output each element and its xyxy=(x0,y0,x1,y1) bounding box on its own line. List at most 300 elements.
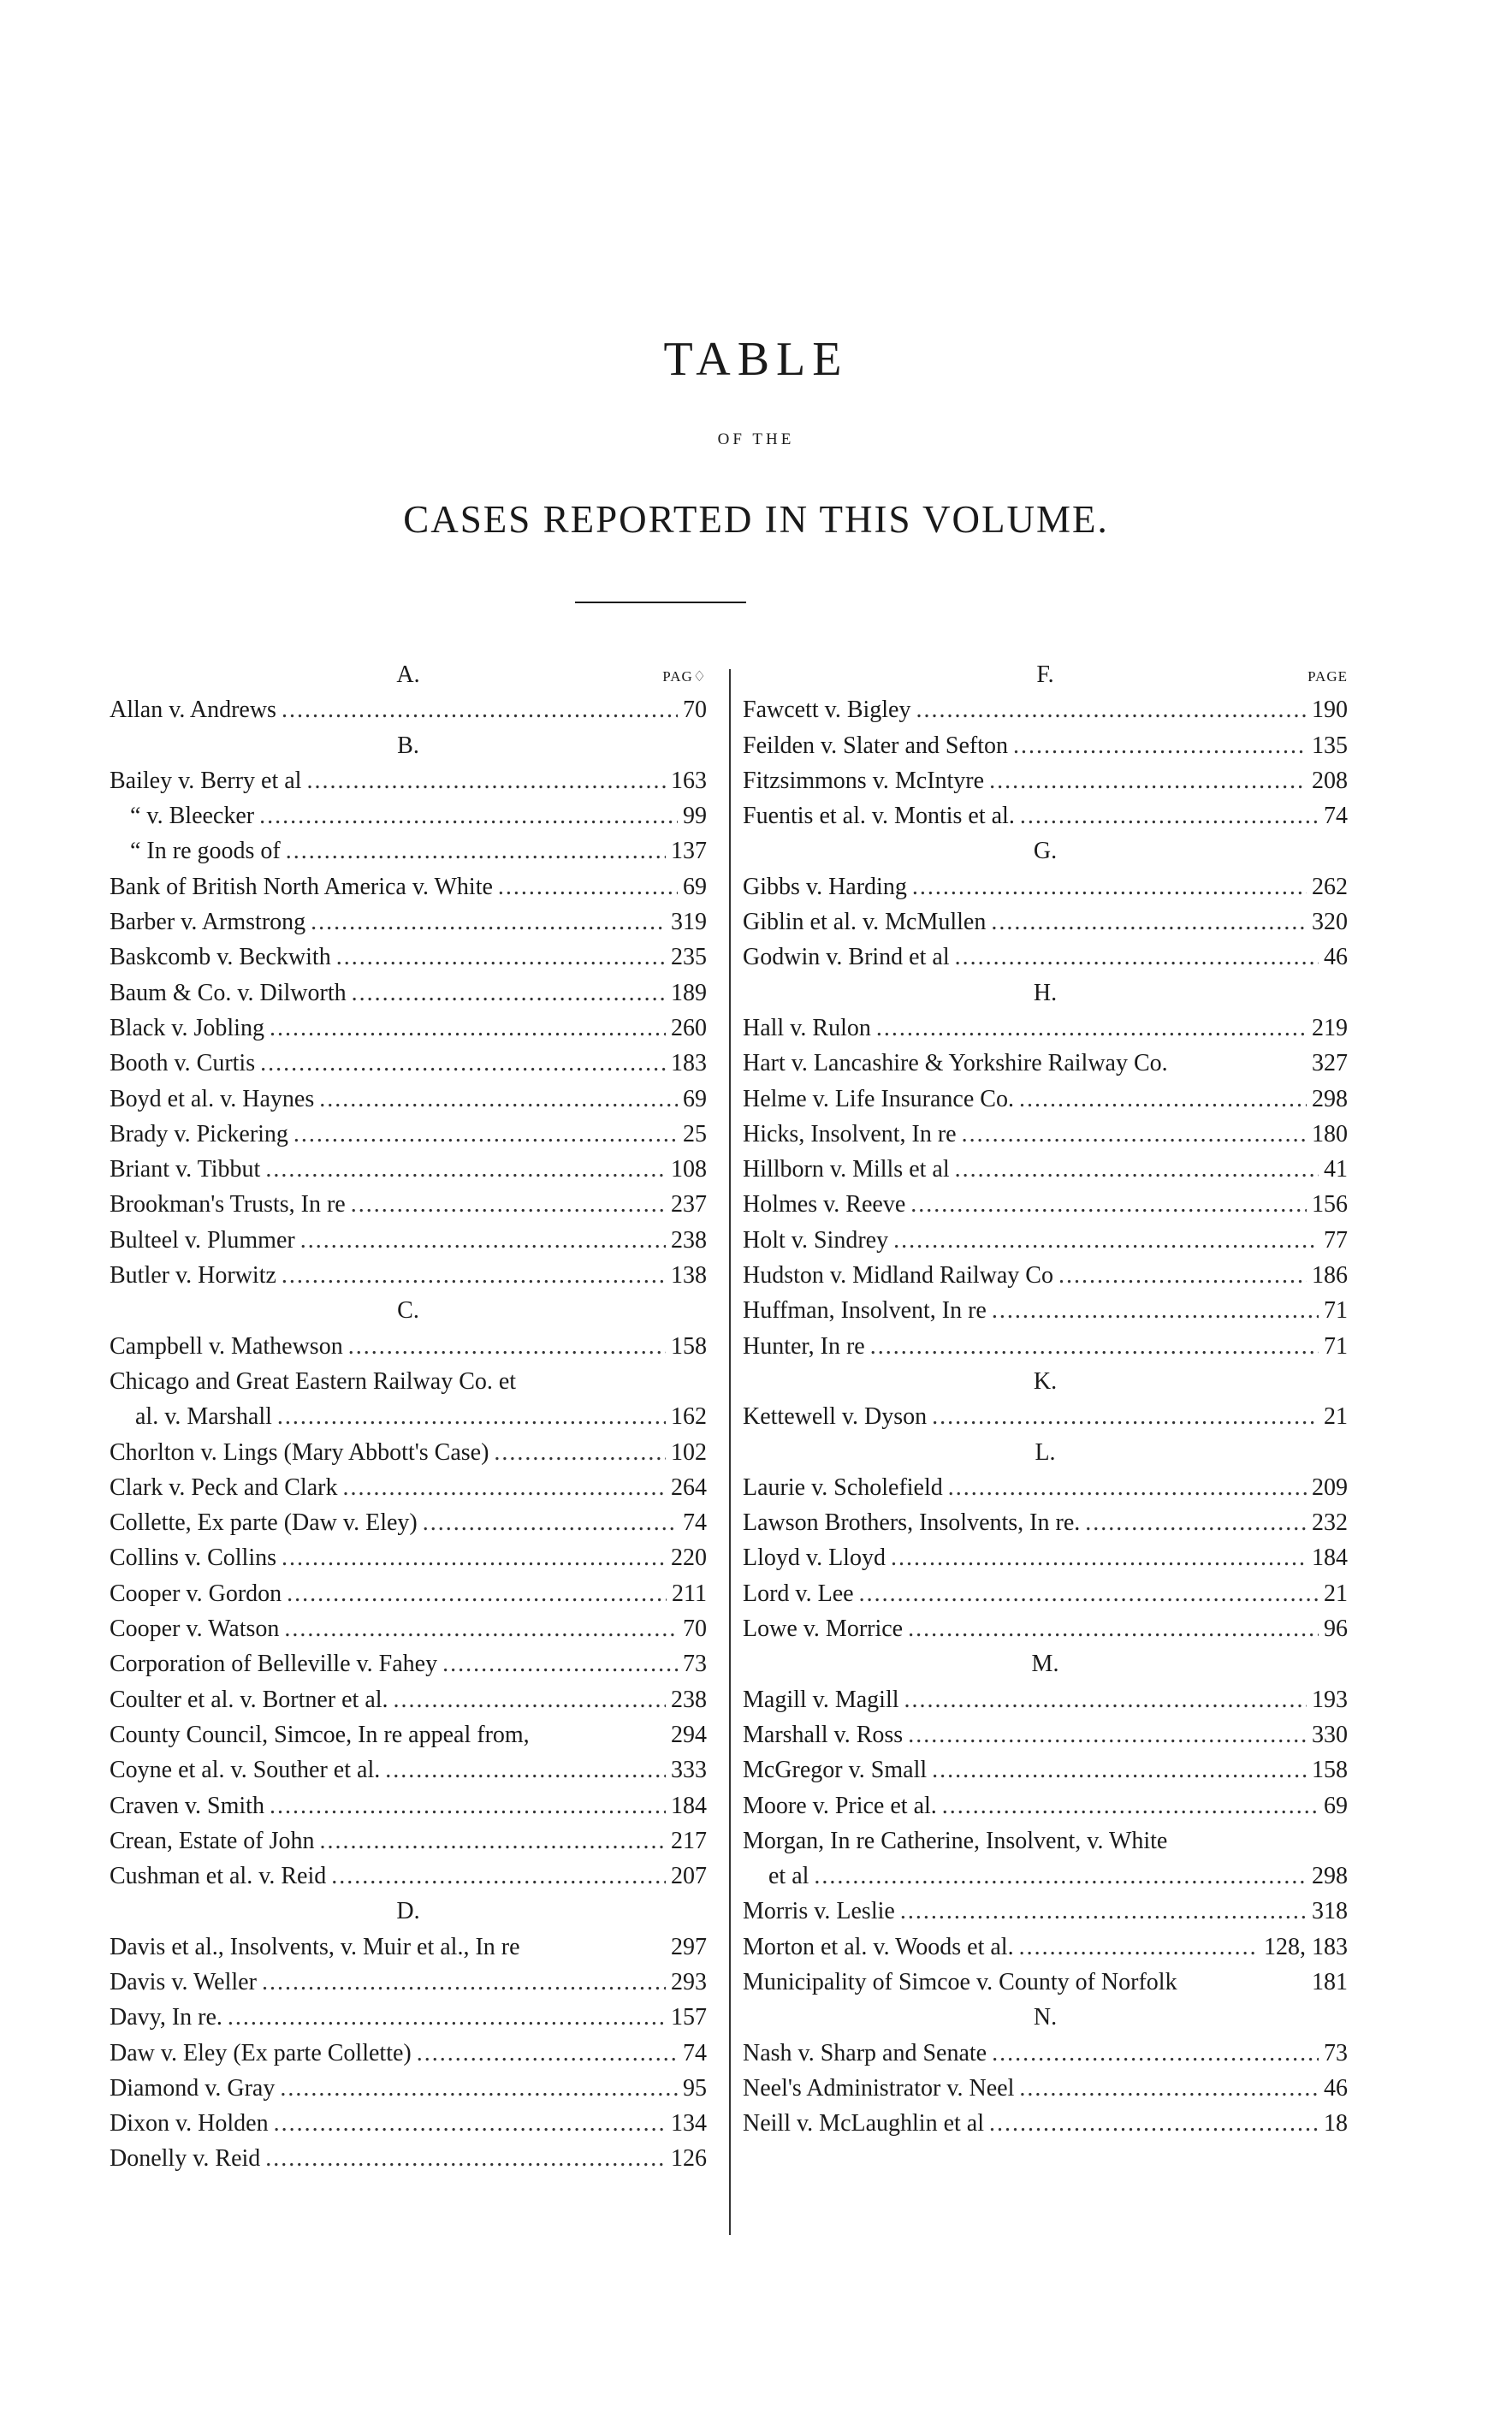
case-page-number: 71 xyxy=(1324,1297,1348,1325)
case-entry xyxy=(743,692,1348,727)
case-entry xyxy=(743,1329,1348,1364)
case-name: Black v. Jobling xyxy=(110,1014,264,1041)
case-page-number: 232 xyxy=(1312,1509,1348,1537)
case-page-number: 134 xyxy=(671,2110,707,2137)
dot-leader xyxy=(494,1435,666,1470)
case-page-number: 330 xyxy=(1312,1721,1348,1748)
case-entry xyxy=(743,1223,1348,1258)
case-entry xyxy=(743,763,1348,798)
page-column-label: PAGE xyxy=(1307,668,1348,685)
dot-leader xyxy=(900,1894,1307,1929)
case-page-number: 157 xyxy=(671,2004,707,2031)
case-name: Bulteel v. Plummer xyxy=(110,1226,295,1254)
dot-leader xyxy=(1013,728,1307,763)
case-page-number: 189 xyxy=(671,979,707,1006)
case-name: Campbell v. Mathewson xyxy=(110,1332,343,1360)
case-name: Moore v. Price et al. xyxy=(743,1792,937,1819)
case-page-number: 183 xyxy=(671,1050,707,1077)
dot-leader xyxy=(955,1152,1319,1187)
case-entry xyxy=(743,2106,1348,2141)
case-page-number: 184 xyxy=(1312,1545,1348,1572)
case-name: Helme v. Life Insurance Co. xyxy=(743,1085,1014,1112)
case-page-number: 77 xyxy=(1324,1226,1348,1254)
dot-leader xyxy=(893,1223,1319,1258)
case-name: Bank of British North America v. White xyxy=(110,873,493,900)
case-page-number: 181 xyxy=(1312,1968,1348,1995)
case-name: Coulter et al. v. Bortner et al. xyxy=(110,1686,388,1713)
dot-leader xyxy=(992,2036,1319,2071)
case-page-number: 184 xyxy=(671,1792,707,1819)
case-entry xyxy=(110,798,707,833)
case-name: Corporation of Belleville v. Fahey xyxy=(110,1651,438,1678)
right-column xyxy=(743,657,1348,2141)
case-entry xyxy=(110,1540,707,1575)
dot-leader xyxy=(286,833,666,869)
case-entry xyxy=(743,1752,1348,1788)
case-page-number: 264 xyxy=(671,1473,707,1501)
case-name: Baum & Co. v. Dilworth xyxy=(110,979,347,1006)
case-entry xyxy=(110,1082,707,1117)
case-entry xyxy=(110,1117,707,1152)
dot-leader xyxy=(932,1752,1307,1788)
case-page-number: 235 xyxy=(671,944,707,971)
case-entry xyxy=(110,1329,707,1364)
dot-leader xyxy=(908,1717,1307,1752)
case-page-number: 209 xyxy=(1312,1473,1348,1501)
page-subtitle: OF THE xyxy=(717,430,795,448)
case-name: Butler v. Horwitz xyxy=(110,1262,276,1290)
case-name: et al xyxy=(768,1863,809,1890)
case-entry xyxy=(110,869,707,904)
case-name: Clark v. Peck and Clark xyxy=(110,1473,338,1501)
case-name: Cushman et al. v. Reid xyxy=(110,1863,327,1890)
dot-leader xyxy=(342,1470,666,1505)
case-name: Morris v. Leslie xyxy=(743,1898,895,1925)
case-name: Hillborn v. Mills et al xyxy=(743,1156,950,1183)
column-divider xyxy=(729,669,731,2235)
case-entry xyxy=(743,1152,1348,1187)
case-name: Nash v. Sharp and Senate xyxy=(743,2039,987,2066)
case-entry xyxy=(743,1258,1348,1293)
case-name: Lord v. Lee xyxy=(743,1580,854,1607)
case-page-number: 237 xyxy=(671,1191,707,1218)
case-name: Davy, In re. xyxy=(110,2004,222,2031)
dot-leader xyxy=(910,1187,1307,1222)
case-page-number: 74 xyxy=(683,2039,707,2066)
dot-leader xyxy=(280,2071,678,2106)
case-page-number: 298 xyxy=(1312,1863,1348,1890)
case-page-number: 180 xyxy=(1312,1120,1348,1147)
case-name: Lloyd v. Lloyd xyxy=(743,1545,886,1572)
case-entry xyxy=(743,1117,1348,1152)
case-name: Dixon v. Holden xyxy=(110,2110,269,2137)
dot-leader xyxy=(498,869,678,904)
case-entry xyxy=(743,1611,1348,1646)
dot-leader xyxy=(876,1011,1307,1046)
case-page-number: 126 xyxy=(671,2145,707,2173)
case-name: “ In re goods of xyxy=(130,838,281,865)
dot-leader xyxy=(270,1788,666,1823)
case-entry xyxy=(110,1965,707,2000)
case-name: Gibbs v. Harding xyxy=(743,873,907,900)
dot-leader xyxy=(394,1682,666,1717)
case-page-number: 190 xyxy=(1312,697,1348,724)
dot-leader xyxy=(262,1965,666,2000)
dot-leader xyxy=(989,763,1307,798)
page-heading: CASES REPORTED IN THIS VOLUME. xyxy=(403,498,1109,541)
case-name: Craven v. Smith xyxy=(110,1792,264,1819)
case-page-number: 70 xyxy=(683,697,707,724)
case-entry xyxy=(743,869,1348,904)
case-entry xyxy=(110,833,707,869)
dot-leader xyxy=(1019,2071,1319,2106)
case-entry xyxy=(743,1082,1348,1117)
page-title: TABLE xyxy=(663,333,849,386)
dot-leader xyxy=(348,1329,666,1364)
section-letter: L. xyxy=(1035,1438,1056,1466)
dot-leader xyxy=(891,1540,1307,1575)
case-page-number: 128, 183 xyxy=(1264,1933,1348,1960)
case-page-number: 74 xyxy=(683,1509,707,1537)
case-page-number: 71 xyxy=(1324,1332,1348,1360)
case-name: Marshall v. Ross xyxy=(743,1721,904,1748)
case-entry xyxy=(743,1930,1348,1965)
dot-leader xyxy=(1019,1082,1307,1117)
case-entry xyxy=(110,1505,707,1540)
case-page-number: 220 xyxy=(671,1545,707,1572)
case-page-number: 96 xyxy=(1324,1616,1348,1643)
case-page-number: 69 xyxy=(1324,1792,1348,1819)
case-name: Booth v. Curtis xyxy=(110,1050,256,1077)
dot-leader xyxy=(270,1011,666,1046)
dot-leader xyxy=(385,1752,666,1788)
case-page-number: 260 xyxy=(671,1014,707,1041)
case-name: al. v. Marshall xyxy=(135,1403,272,1431)
dot-leader xyxy=(282,692,678,727)
case-name: Donelly v. Reid xyxy=(110,2145,261,2173)
case-entry xyxy=(110,1152,707,1187)
dot-leader xyxy=(265,2141,666,2176)
case-name: Morton et al. v. Woods et al. xyxy=(743,1933,1014,1960)
dot-leader xyxy=(417,2036,678,2071)
left-column xyxy=(110,657,707,2177)
dot-leader xyxy=(962,1117,1307,1152)
case-entry xyxy=(110,1823,707,1859)
case-entry xyxy=(110,1399,707,1434)
case-name: Collette, Ex parte (Daw v. Eley) xyxy=(110,1509,418,1537)
case-entry xyxy=(110,2036,707,2071)
dot-leader xyxy=(908,1611,1319,1646)
case-name: Fawcett v. Bigley xyxy=(743,697,911,724)
dot-leader xyxy=(306,763,666,798)
case-entry xyxy=(110,1011,707,1046)
case-entry xyxy=(743,1682,1348,1717)
section-letter: N. xyxy=(1033,2004,1058,2031)
case-name: Neel's Administrator v. Neel xyxy=(743,2074,1015,2102)
case-page-number: 327 xyxy=(1312,1050,1348,1077)
dot-leader xyxy=(1020,798,1319,833)
dot-leader xyxy=(989,2106,1319,2141)
case-entry xyxy=(110,1682,707,1717)
dot-leader xyxy=(228,2000,666,2035)
case-page-number: 21 xyxy=(1324,1403,1348,1431)
dot-leader xyxy=(904,1682,1307,1717)
case-name: Bailey v. Berry et al xyxy=(110,767,302,794)
case-entry xyxy=(743,1399,1348,1434)
case-page-number: 18 xyxy=(1324,2110,1348,2137)
case-entry xyxy=(743,1859,1348,1894)
section-letter: M. xyxy=(1031,1651,1059,1678)
dot-leader xyxy=(992,1293,1319,1328)
case-entry xyxy=(110,1930,707,1965)
case-entry xyxy=(110,1258,707,1293)
dot-leader xyxy=(260,1046,666,1081)
dot-leader xyxy=(294,1117,678,1152)
dot-leader xyxy=(1019,1930,1259,1965)
case-page-number: 219 xyxy=(1312,1014,1348,1041)
case-page-number: 333 xyxy=(671,1757,707,1784)
case-entry xyxy=(110,2071,707,2106)
dot-leader xyxy=(948,1470,1307,1505)
case-entry xyxy=(743,1187,1348,1222)
case-page-number: 69 xyxy=(683,873,707,900)
dot-leader xyxy=(912,869,1307,904)
case-name: Cooper v. Watson xyxy=(110,1616,280,1643)
case-name: Neill v. McLaughlin et al xyxy=(743,2110,984,2137)
case-entry xyxy=(743,1293,1348,1328)
case-page-number: 262 xyxy=(1312,873,1348,900)
case-name: Coyne et al. v. Souther et al. xyxy=(110,1757,381,1784)
case-entry xyxy=(110,1187,707,1222)
case-page-number: 297 xyxy=(671,1933,707,1960)
case-page-number: 135 xyxy=(1312,732,1348,759)
dot-leader xyxy=(870,1329,1319,1364)
case-page-number: 46 xyxy=(1324,2074,1348,2102)
dot-leader xyxy=(311,904,666,940)
case-entry xyxy=(743,1505,1348,1540)
case-entry xyxy=(110,1576,707,1611)
dot-leader xyxy=(942,1788,1319,1823)
case-name: Lowe v. Morrice xyxy=(743,1616,904,1643)
case-name: Giblin et al. v. McMullen xyxy=(743,909,987,936)
case-page-number: 320 xyxy=(1312,909,1348,936)
section-letter: C. xyxy=(397,1297,419,1325)
case-entry xyxy=(110,1470,707,1505)
case-name: County Council, Simcoe, In re appeal from, xyxy=(110,1721,530,1748)
case-page-number: 70 xyxy=(683,1616,707,1643)
case-entry xyxy=(743,904,1348,940)
case-page-number: 193 xyxy=(1312,1686,1348,1713)
section-letter: B. xyxy=(397,732,419,759)
case-entry xyxy=(110,1859,707,1894)
case-entry xyxy=(110,940,707,975)
case-entry xyxy=(110,2000,707,2035)
case-name: Lawson Brothers, Insolvents, In re. xyxy=(743,1509,1081,1537)
section-letter: A. xyxy=(396,661,420,688)
dot-leader xyxy=(274,2106,666,2141)
case-name: Allan v. Andrews xyxy=(110,697,276,724)
case-name: “ v. Bleecker xyxy=(130,803,255,830)
case-name: Huffman, Insolvent, In re xyxy=(743,1297,987,1325)
case-entry xyxy=(110,2106,707,2141)
dot-leader xyxy=(351,1187,666,1222)
dot-leader xyxy=(331,1859,666,1894)
case-entry-line: Chicago and Great Eastern Railway Co. et xyxy=(110,1367,517,1395)
dot-leader xyxy=(932,1399,1319,1434)
case-page-number: 158 xyxy=(1312,1757,1348,1784)
dot-leader xyxy=(955,940,1319,975)
dot-leader xyxy=(265,1152,666,1187)
case-page-number: 156 xyxy=(1312,1191,1348,1218)
case-name: Laurie v. Scholefield xyxy=(743,1473,943,1501)
case-page-number: 102 xyxy=(671,1438,707,1466)
case-entry xyxy=(743,1470,1348,1505)
case-name: Daw v. Eley (Ex parte Collette) xyxy=(110,2039,412,2066)
case-page-number: 137 xyxy=(671,838,707,865)
case-name: Davis et al., Insolvents, v. Muir et al., In re xyxy=(110,1933,520,1960)
case-page-number: 46 xyxy=(1324,944,1348,971)
dot-leader xyxy=(916,692,1307,727)
case-name: Holt v. Sindrey xyxy=(743,1226,889,1254)
case-entry xyxy=(110,975,707,1011)
case-name: Diamond v. Gray xyxy=(110,2074,276,2102)
case-page-number: 293 xyxy=(671,1968,707,1995)
case-entry xyxy=(110,1646,707,1681)
case-page-number: 41 xyxy=(1324,1156,1348,1183)
case-entry xyxy=(110,1435,707,1470)
case-entry xyxy=(110,1752,707,1788)
case-entry xyxy=(743,798,1348,833)
case-page-number: 138 xyxy=(671,1262,707,1290)
dot-leader xyxy=(277,1399,666,1434)
case-page-number: 73 xyxy=(683,1651,707,1678)
case-name: Municipality of Simcoe v. County of Norfolk xyxy=(743,1968,1177,1995)
case-name: Davis v. Weller xyxy=(110,1968,257,1995)
case-name: Godwin v. Brind et al xyxy=(743,944,950,971)
case-page-number: 163 xyxy=(671,767,707,794)
case-entry xyxy=(743,1965,1348,2000)
dot-leader xyxy=(1085,1505,1307,1540)
case-entry xyxy=(110,692,707,727)
dot-leader xyxy=(319,1082,678,1117)
case-entry xyxy=(743,1576,1348,1611)
section-letter: H. xyxy=(1033,979,1058,1006)
page-column-label: PAG♢ xyxy=(662,668,707,685)
dot-leader xyxy=(423,1505,678,1540)
case-name: Feilden v. Slater and Sefton xyxy=(743,732,1009,759)
dot-leader xyxy=(859,1576,1319,1611)
dot-leader xyxy=(282,1258,666,1293)
case-name: Baskcomb v. Beckwith xyxy=(110,944,331,971)
dot-leader xyxy=(287,1576,667,1611)
case-entry xyxy=(743,1011,1348,1046)
case-name: Brady v. Pickering xyxy=(110,1120,288,1147)
dot-leader xyxy=(336,940,666,975)
title-rule xyxy=(575,602,746,603)
case-page-number: 318 xyxy=(1312,1898,1348,1925)
case-name: Kettewell v. Dyson xyxy=(743,1403,928,1431)
case-entry xyxy=(743,1894,1348,1929)
case-page-number: 162 xyxy=(671,1403,707,1431)
case-entry xyxy=(110,1788,707,1823)
case-entry xyxy=(743,2071,1348,2106)
case-name: Hart v. Lancashire & Yorkshire Railway Co. xyxy=(743,1050,1168,1077)
case-name: Hall v. Rulon xyxy=(743,1014,871,1041)
dot-leader xyxy=(1058,1258,1307,1293)
dot-leader xyxy=(442,1646,678,1681)
case-name: Chorlton v. Lings (Mary Abbott's Case) xyxy=(110,1438,489,1466)
case-name: Brookman's Trusts, In re xyxy=(110,1191,346,1218)
case-name: Crean, Estate of John xyxy=(110,1827,315,1854)
case-name: Boyd et al. v. Haynes xyxy=(110,1085,315,1112)
dot-leader xyxy=(284,1611,678,1646)
case-page-number: 207 xyxy=(671,1863,707,1890)
case-name: Magill v. Magill xyxy=(743,1686,899,1713)
dot-leader xyxy=(259,798,678,833)
case-name: Holmes v. Reeve xyxy=(743,1191,906,1218)
section-letter: F. xyxy=(1036,661,1054,688)
case-entry-line: Morgan, In re Catherine, Insolvent, v. White xyxy=(743,1827,1168,1854)
case-entry xyxy=(110,1611,707,1646)
case-page-number: 108 xyxy=(671,1156,707,1183)
case-page-number: 73 xyxy=(1324,2039,1348,2066)
dot-leader xyxy=(352,975,666,1011)
dot-leader xyxy=(300,1223,666,1258)
case-entry xyxy=(110,763,707,798)
case-name: McGregor v. Small xyxy=(743,1757,928,1784)
case-name: Fuentis et al. v. Montis et al. xyxy=(743,803,1015,830)
case-entry xyxy=(110,1223,707,1258)
case-page-number: 319 xyxy=(671,909,707,936)
case-page-number: 158 xyxy=(671,1332,707,1360)
dot-leader xyxy=(814,1859,1307,1894)
case-name: Hunter, In re xyxy=(743,1332,865,1360)
case-entry xyxy=(110,1717,707,1752)
section-letter: D. xyxy=(396,1898,420,1925)
case-page-number: 208 xyxy=(1312,767,1348,794)
case-entry xyxy=(110,904,707,940)
case-entry xyxy=(743,1540,1348,1575)
dot-leader xyxy=(320,1823,667,1859)
case-entry xyxy=(743,1046,1348,1081)
case-name: Barber v. Armstrong xyxy=(110,909,306,936)
case-page-number: 74 xyxy=(1324,803,1348,830)
case-page-number: 294 xyxy=(671,1721,707,1748)
case-entry xyxy=(110,1046,707,1081)
case-name: Collins v. Collins xyxy=(110,1545,277,1572)
case-entry xyxy=(743,1717,1348,1752)
case-entry xyxy=(743,940,1348,975)
case-page-number: 238 xyxy=(671,1686,707,1713)
case-page-number: 211 xyxy=(672,1580,707,1607)
case-page-number: 21 xyxy=(1324,1580,1348,1607)
case-name: Hicks, Insolvent, In re xyxy=(743,1120,957,1147)
case-page-number: 69 xyxy=(683,1085,707,1112)
case-page-number: 217 xyxy=(671,1827,707,1854)
section-letter: G. xyxy=(1033,838,1058,865)
section-letter: K. xyxy=(1033,1367,1058,1395)
case-entry xyxy=(743,1788,1348,1823)
dot-leader xyxy=(282,1540,666,1575)
case-page-number: 186 xyxy=(1312,1262,1348,1290)
case-page-number: 298 xyxy=(1312,1085,1348,1112)
case-name: Briant v. Tibbut xyxy=(110,1156,261,1183)
case-page-number: 95 xyxy=(683,2074,707,2102)
case-page-number: 238 xyxy=(671,1226,707,1254)
case-entry xyxy=(110,2141,707,2176)
dot-leader xyxy=(991,904,1307,940)
case-name: Cooper v. Gordon xyxy=(110,1580,282,1607)
